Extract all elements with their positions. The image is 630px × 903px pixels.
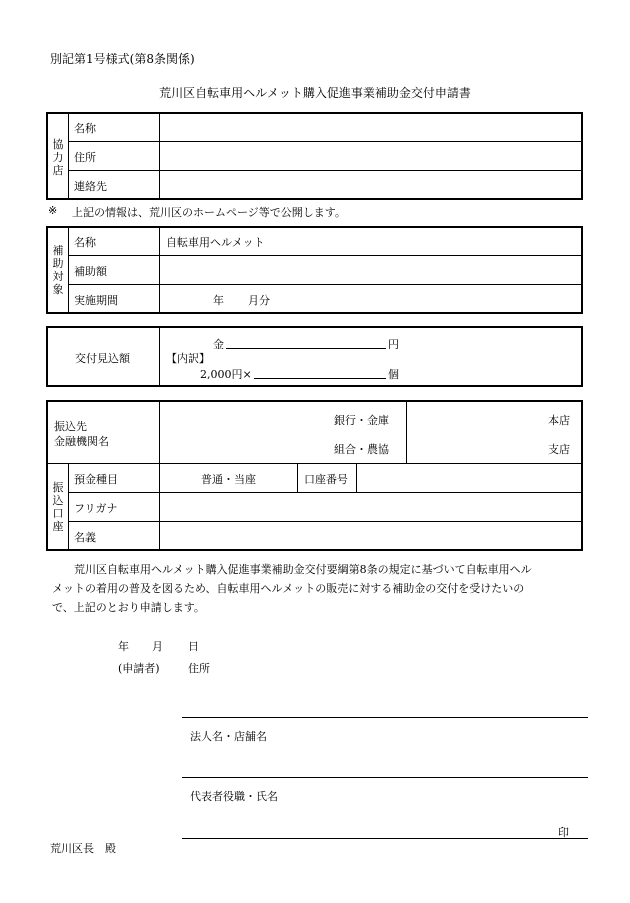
date-day: 日 (188, 640, 199, 653)
corp-name-label: 法人名・店舗名 (190, 730, 267, 743)
store-address-label: 住所 (74, 151, 96, 164)
store-contact-field[interactable] (160, 171, 581, 199)
store-side-label: 協 力 店 (52, 138, 64, 177)
corp-name-line[interactable] (182, 777, 588, 778)
count-unit-label: 個 (388, 368, 399, 381)
seal-mark: 印 (558, 826, 569, 839)
holder-name-field[interactable] (160, 522, 581, 550)
date-year: 年 (118, 640, 129, 653)
statement-line-2: メットの着用の普及を図るため、自転車用ヘルメットの販売に対する補助金の交付を受けたいの (52, 582, 525, 595)
representative-line[interactable] (182, 838, 588, 839)
store-name-label: 名称 (74, 122, 96, 135)
branch-main: 本店 (548, 414, 570, 427)
deposit-type-label: 預金種目 (74, 473, 118, 486)
subsidy-amount-field[interactable] (160, 256, 581, 284)
account-side-label: 振 込 口 座 (52, 481, 64, 533)
furigana-label: フリガナ (74, 502, 118, 515)
unit-price-label: 2,000円× (200, 368, 252, 381)
date-month: 月 (152, 640, 163, 653)
statement-line-3: で、上記のとおり申請します。 (52, 601, 205, 614)
bank-type-1: 銀行・金庫 (334, 414, 389, 427)
addressee: 荒川区長 殿 (50, 842, 116, 855)
expected-amount-label: 交付見込額 (75, 352, 130, 365)
branch-sub: 支店 (548, 443, 570, 456)
applicant-label: (申請者) (118, 662, 160, 675)
store-address-field[interactable] (160, 142, 581, 170)
note-text: 上記の情報は、荒川区のホームページ等で公開します。 (72, 206, 346, 219)
applicant-address-label: 住所 (188, 662, 210, 675)
account-number-field[interactable] (357, 465, 581, 492)
period-month-label: 月分 (248, 294, 270, 307)
account-number-label: 口座番号 (304, 473, 348, 486)
page-title: 荒川区自転車用ヘルメット購入促進事業補助金交付申請書 (159, 86, 471, 100)
subsidy-side-label: 補 助 対 象 (52, 244, 64, 296)
subsidy-name-label: 名称 (74, 236, 96, 249)
representative-label: 代表者役職・氏名 (190, 790, 278, 803)
store-contact-label: 連絡先 (74, 180, 107, 193)
count-underline[interactable] (254, 378, 386, 379)
bank-name-field[interactable] (160, 401, 330, 463)
holder-name-label: 名義 (74, 531, 96, 544)
kin-label: 金 (213, 338, 224, 351)
amount-underline[interactable] (226, 348, 386, 349)
subsidy-period-label: 実施期間 (74, 294, 118, 307)
furigana-field[interactable] (160, 493, 581, 521)
yen-label: 円 (388, 338, 399, 351)
subsidy-amount-label: 補助額 (74, 265, 107, 278)
deposit-type-value: 普通・当座 (201, 473, 256, 486)
store-name-field[interactable] (160, 113, 581, 141)
breakdown-label: 【内訳】 (166, 352, 210, 365)
period-year-label: 年 (213, 294, 224, 307)
bank-label-line1: 振込先 (54, 420, 87, 433)
address-line[interactable] (182, 717, 588, 718)
bank-label-line2: 金融機関名 (54, 435, 109, 448)
bank-type-2: 組合・農協 (334, 443, 389, 456)
statement-line-1: 荒川区自転車用ヘルメット購入促進事業補助金交付要綱第8条の規定に基づいて自転車用ヘル (74, 563, 532, 576)
form-number: 別記第1号様式(第8条関係) (50, 52, 195, 66)
note-mark: ※ (48, 204, 58, 217)
subsidy-name-value: 自転車用ヘルメット (166, 236, 265, 249)
branch-name-field[interactable] (407, 401, 545, 463)
